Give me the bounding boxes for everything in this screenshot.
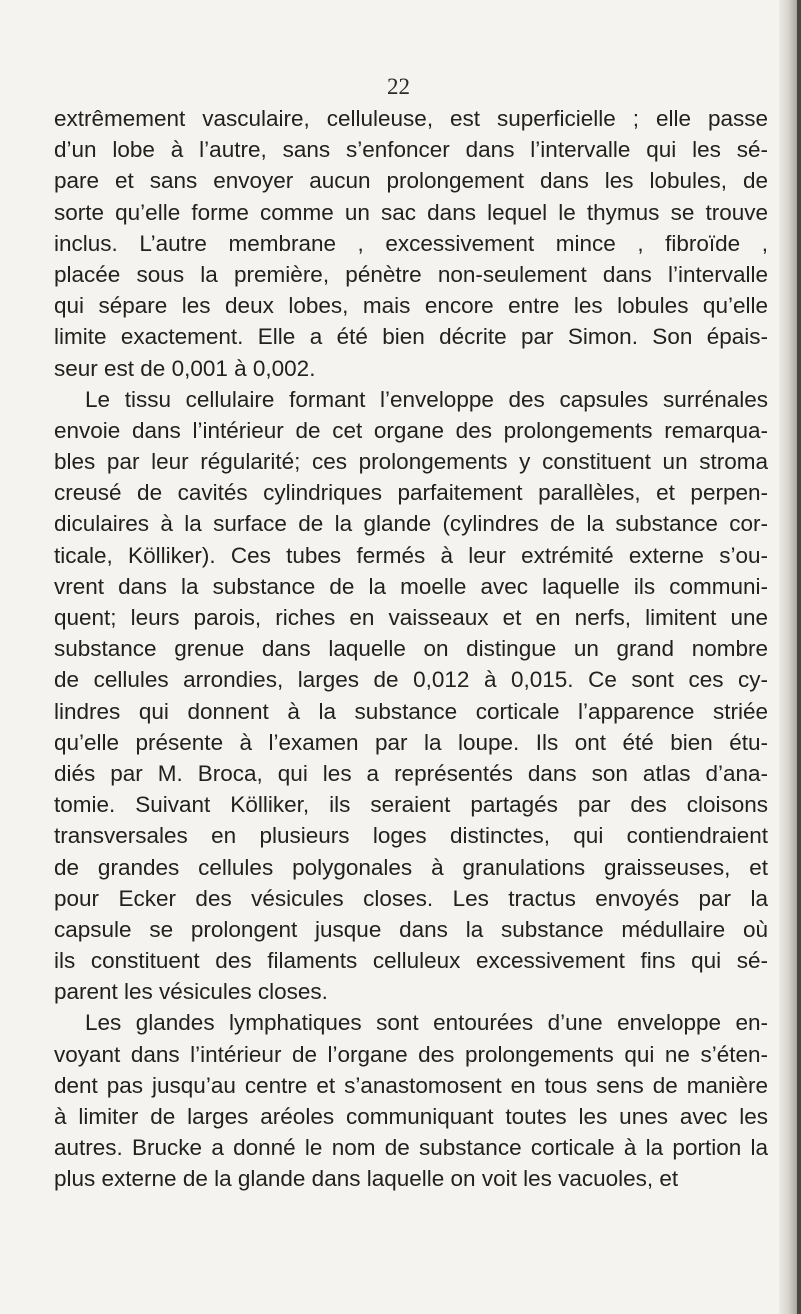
text-line: bles par leur régularité; ces prolongements y constituent un stroma [54,449,768,475]
text-line: parent les vésicules closes. [54,979,328,1005]
text-line: envoie dans l’intérieur de cet organe des prolongements remarqua- [54,417,768,443]
text-line: pour Ecker des vésicules closes. Les tractus envoyés par la [54,885,768,911]
text-line: diés par M. Broca, qui les a représentés dans son atlas d’ana- [54,760,768,786]
text-line: sorte qu’elle forme comme un sac dans lequel le thymus se trouve [54,199,768,225]
text-line: à limiter de larges aréoles communiquant toutes les unes avec les [54,1104,768,1129]
text-line: d’un lobe à l’autre, sans s’enfoncer dans l’intervalle qui les sé- [54,137,768,163]
text-line: seur est de 0,001 à 0,002. [54,355,316,381]
text-line: voyant dans l’intérieur de l’organe des prolongements qui ne s’éten- [54,1041,768,1067]
text-line: inclus. L’autre membrane , excessivement mince , fibroïde , [54,230,768,256]
text-line: substance grenue dans laquelle on distingue un grand nombre [54,636,768,662]
text-line: lindres qui donnent à la substance corticale l’apparence striée [54,698,768,724]
text-line: diculaires à la surface de la glande (cylindres de la substance cor- [54,511,768,537]
text-line: qu’elle présente à l’examen par la loupe. Ils ont été bien étu- [54,729,768,755]
text-line: capsule se prolongent jusque dans la substance médullaire où [54,916,768,942]
text-line: de cellules arrondies, larges de 0,012 à 0,015. Ce sont ces cy- [54,667,768,693]
page-edge-shadow [797,0,801,1314]
text-line: dent pas jusqu’au centre et s’anastomosent en tous sens de manière [54,1072,768,1098]
text-line: tomie. Suivant Kölliker, ils seraient partagés par des cloisons [54,792,768,818]
text-line: Les glandes lymphatiques sont entourées d’une enveloppe en- [85,1010,768,1036]
body-text [54,103,768,1195]
text-line: pare et sans envoyer aucun prolongement dans les lobules, de [54,168,768,194]
text-line: vrent dans la substance de la moelle avec laquelle ils communi- [54,573,768,599]
text-line: ils constituent des filaments celluleux excessivement fins qui sé- [54,948,768,974]
text-line: autres. Brucke a donné le nom de substance corticale à la portion la [54,1135,768,1161]
text-line: placée sous la première, pénètre non-seulement dans l’intervalle [54,261,768,287]
text-line: qui sépare les deux lobes, mais encore entre les lobules qu’elle [54,293,768,319]
text-line: ticale, Kölliker). Ces tubes fermés à leur extrémité externe s’ou- [54,542,768,568]
text-line: limite exactement. Elle a été bien décrite par Simon. Son épais- [54,324,768,350]
text-line: creusé de cavités cylindriques parfaitement parallèles, et perpen- [54,480,768,506]
text-line: plus externe de la glande dans laquelle on voit les vacuoles, et [54,1166,679,1192]
page-number: 22 [387,74,410,99]
text-line: de grandes cellules polygonales à granulations graisseuses, et [54,854,768,880]
text-line: extrêmement vasculaire, celluleuse, est superficielle ; elle passe [54,106,768,131]
text-line: transversales en plusieurs loges distinctes, qui contiendraient [54,823,768,849]
text-line: quent; leurs parois, riches en vaisseaux et en nerfs, limitent une [54,605,768,630]
text-line: Le tissu cellulaire formant l’enveloppe des capsules surrénales [85,386,768,412]
